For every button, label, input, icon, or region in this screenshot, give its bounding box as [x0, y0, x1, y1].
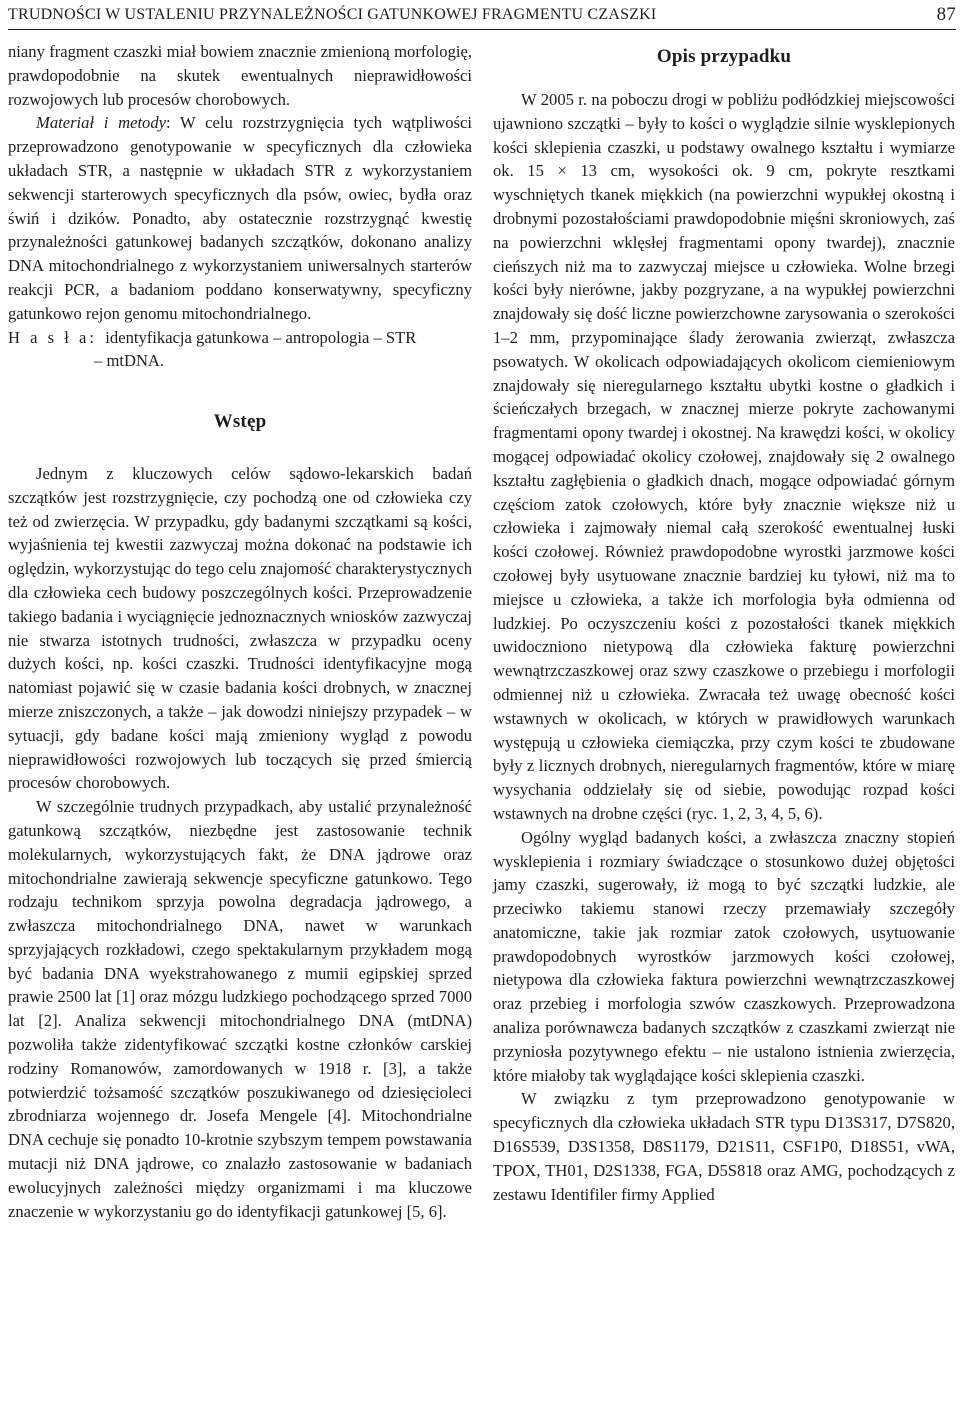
- running-title: TRUDNOŚCI W USTALENIU PRZYNALEŻNOŚCI GATUNKOWEJ FRAGMENTU CZASZKI: [8, 6, 657, 23]
- header-rule: [8, 29, 956, 30]
- left-column: [8, 40, 472, 1401]
- section-title-case: Opis przypadku: [656, 46, 792, 67]
- case-paragraph-1: W 2005 r. na poboczu drogi w pobliżu podłódzkiej miejscowości ujawniono szczątki – były to kości o wyglądzie silnie wysklepionych kości sklepienia czaszki, u podstawy owalnego kształtu i wymiarze ok. 15 × 13 cm, wysokości ok. 9 cm, pokryte resztkami wyschniętych tkanek miękkich (na powierzchni wypukłej okostną i drobnymi pozostałościami prawdopodobnie mięśni skroniowych, zaś na powierzchni wklęsłej fragmentami opony twardej), znacznie cieńszych niż ma to zazwyczaj miejsce u człowieka. Wolne brzegi kości były nierówne, jakby pozgryzane, a na wypukłej powierzchni znajdowały się dość liczne powierzchowne zarysowania o szerokości 1–2 mm, przypominające ślady żerowania zwierząt, zwłaszcza psowatych. W okolicach odpowiadających okolicom ciemieniowym znajdowały się nieregularnego kształtu ubytki kostne o gładkich i ścieńczałych brzegach, w znacznej mierze pokryte zachowanymi fragmentami opony twardej i okostnej. Na krawędzi kości, w okolicy mogącej odpowiadać okolicy czołowej, znajdowały się 2 owalnego kształtu zagłębienia o gładkich dnach, mogące odpowiadać górnym częściom zatok czołowych, które były znacznie większe niż u człowieka i zajmowały niemal całą szerokość ewentualnej łuski kości czołowej. Również prawdopodobne wyrostki jarzmowe kości czołowej były usytuowane znacznie bardziej ku tyłowi, niż ma to miejsce u człowieka, a także ich morfologia była odmienna od ludzkiej. Po oczyszczeniu kości z pozostałości tkanek miękkich uwidoczniono nietypową dla człowieka fakturę powierzchni wewnątrzczaszkowej oraz szwy czaszkowe o przebiegu i morfologii odmiennej niż u człowieka. Zwracała też uwagę obecność kości wstawnych w okolicach, w których w prawidłowych warunkach występują u człowieka ciemiączka, przy czym kości te zbudowane były z licznych drobnych, nieregularnych fragmentów, które w miarę wysychania oddzielały się od siebie, powodując rozpad kości wstawnych na drobne części (ryc. 1, 2, 3, 4, 5, 6).: [493, 90, 955, 823]
- intro-paragraph-1: Jednym z kluczowych celów sądowo-lekarskich badań szczątków jest rozstrzygnięcie, czy pochodzą one od człowieka czy też od zwierzęcia. W przypadku, gdy badanymi szczątkami są kości, wyjaśnienia tej kwestii zazwyczaj można dokonać na podstawie ich oględzin, wykorzystując do tego celu znajomość charakterystycznych dla człowieka cech budowy poszczególnych kości. Przeprowadzenie takiego badania i wyciągnięcie jednoznacznych wniosków zazwyczaj nie stwarza istotnych trudności, zwłaszcza w przypadku oceny dużych kości, np. kości czaszki. Trudności identyfikacyjne mogą natomiast pojawić się w czasie badania kości drobnych, w znacznej mierze zniszczonych, a także – jak dowodzi niniejszy przypadek – w sytuacji, gdy badane kości mają zmieniony wygląd z powodu nieprawidłowości rozwojowych lub toczących się przed śmiercią procesów chorobowych.: [8, 463, 472, 793]
- case-paragraph-2: Ogólny wygląd badanych kości, a zwłaszcza znaczny stopień wysklepienia i rozmiary świadczące o stosunkowo dużej objętości jamy czaszki, sugerowały, iż mogą to być szczątki ludzkie, ale przeciwko takiemu stanowi rzeczy przemawiały szczegóły anatomiczne, takie jak rozmiar zatok czołowych, usytuowanie prawdopodobnych wyrostków jarzmowych kości czołowej, nietypowa dla człowieka faktura powierzchni wewnątrzczaszkowej oraz przebieg i morfologia szwów czaszkowych. Przeprowadzona analiza porównawcza badanych szczątków z czaszkami zwierząt nie przyniosła pozytywnego efektu – nie ustalono istnienia zwierzęcia, które miałoby tak wyglądające kości sklepienia czaszki.: [493, 827, 955, 1085]
- page-number: 87: [936, 4, 956, 25]
- abstract-continuation: niany fragment czaszki miał bowiem znacznie zmienioną morfologię, prawdopodobnie na skutek ewentualnych nieprawidłowości rozwojowych lub procesów chorobowych.: [8, 42, 472, 109]
- keywords: [8, 326, 472, 374]
- keywords-line1: identyfikacja gatunkowa – antropologia – STR: [105, 327, 417, 347]
- right-column: [493, 45, 955, 1401]
- keywords-label: H a s ł a:: [8, 327, 97, 347]
- abstract-methods: [8, 111, 472, 325]
- methods-label: Materiał i metody: [36, 113, 167, 133]
- methods-text: : W celu rozstrzygnięcia tych wątpliwości przeprowadzono genotypowanie w specyficznych dla człowieka układach STR, a następnie w układach STR z wykorzystaniem sekwencji starterowych specyficznych dla psów, owiec, bydła oraz świń i dzików. Ponadto, aby ostatecznie rozstrzygnąć kwestię przynależności gatunkowej badanych szczątków, dokonano analizy DNA mitochondrialnego z wykorzystaniem uniwersalnych starterów reakcji PCR, a badaniom poddano konserwatywny, specyficzny gatunkowo rejon genomu mitochondrialnego.: [8, 113, 472, 323]
- intro-paragraph-2: W szczególnie trudnych przypadkach, aby ustalić przynależność gatunkową szczątków, niezbędne jest zastosowanie technik molekularnych, wykorzystujących fakt, że DNA jądrowe oraz mitochondrialne zawierają sekwencje specyficzne gatunkowo. Tego rodzaju technikom sprzyja powolna degradacja jądrowego, a zwłaszcza mitochondrialnego DNA, nawet w warunkach sprzyjających rozkładowi, czego spektakularnym przykładem mogą być badania DNA wyekstrahowanego z mumii egipskiej sprzed prawie 2500 lat [1] oraz mózgu ludzkiego pochodzącego sprzed 7000 lat [2]. Analiza sekwencji mitochondrialnego DNA (mtDNA) pozwoliła także zidentyfikować szczątki kostne członków carskiej rodziny Romanowów, zamordowanych w 1918 r. [3], a także potwierdzić tożsamość szczątków poszukiwanego od dziesięcioleci zbrodniarza wojennego dr. Josefa Mengele [4]. Mitochondrialne DNA cechuje się ponadto 10-krotnie szybszym tempem powstawania mutacji niż DNA jądrowe, co znalazło zastosowanie w badaniach ewolucyjnych zależności między organizmami i ma kluczowe znaczenie w wykorzystaniu go do identyfikacji gatunkowej [5, 6].: [8, 797, 472, 1221]
- keywords-line2: – mtDNA.: [94, 351, 165, 371]
- running-head: [8, 4, 956, 26]
- case-paragraph-3: W związku z tym przeprowadzono genotypowanie w specyficznych dla człowieka układach STR typu D13S317, D7S820, D16S539, D3S1358, D8S1179, D21S11, CSF1P0, D18S51, vWA, TPOX, TH01, D2S1338, FGA, D5S818 oraz AMG, pochodzących z zestawu Identifiler firmy Applied: [493, 1089, 955, 1204]
- section-title-intro: Wstęp: [213, 411, 267, 433]
